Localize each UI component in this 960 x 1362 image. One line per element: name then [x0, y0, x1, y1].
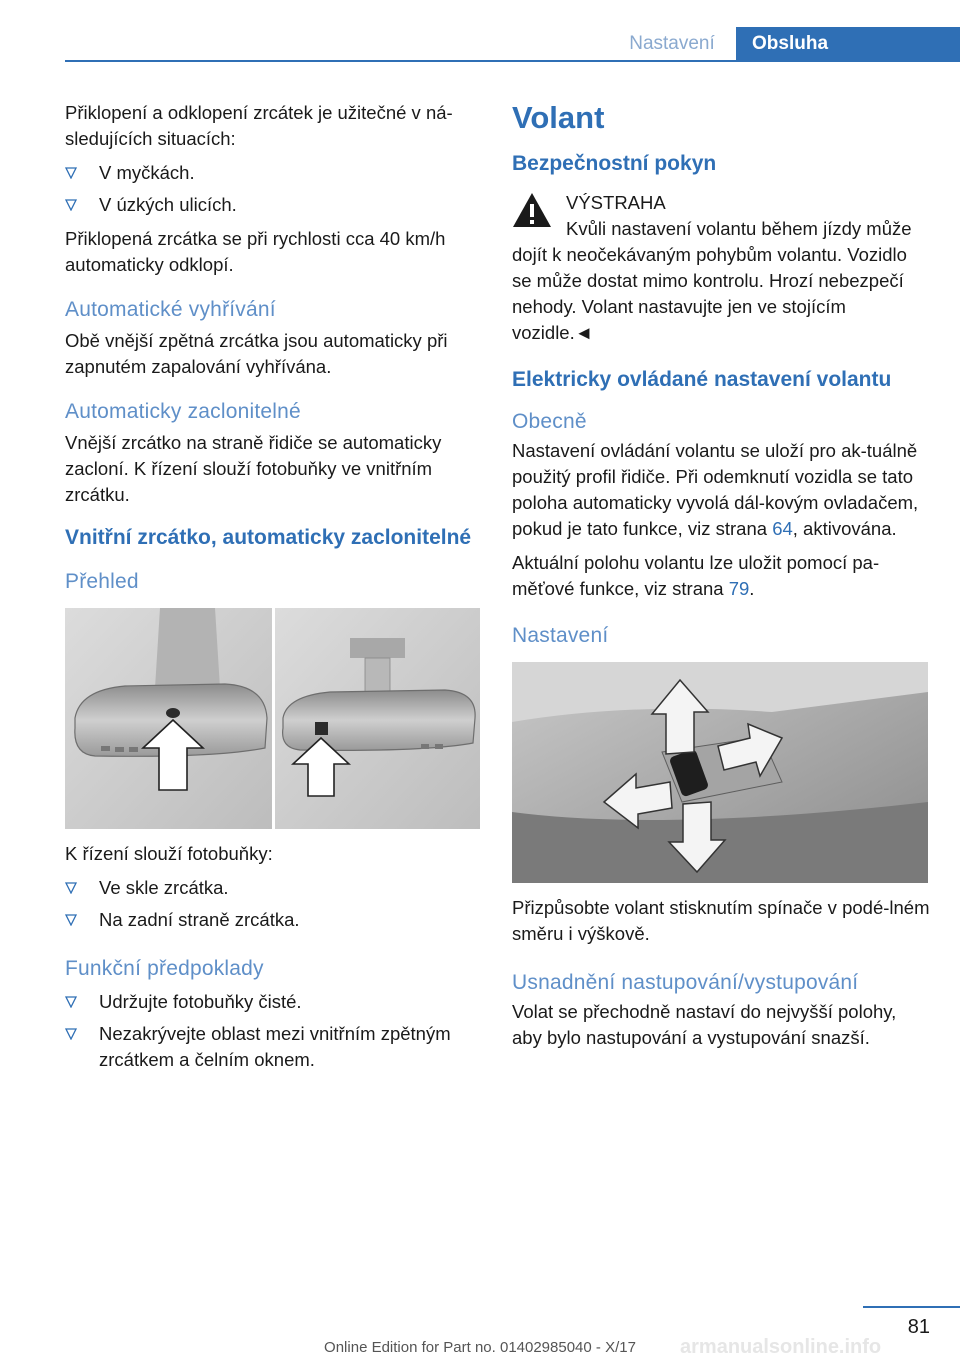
fold-situations-list [65, 160, 480, 218]
right-column [512, 100, 930, 1059]
photocell-list [65, 875, 480, 933]
current-text [512, 550, 930, 602]
general-text [512, 438, 930, 542]
section-tab-obsluha[interactable]: Obsluha [736, 27, 960, 61]
left-column [65, 100, 480, 1081]
general-text-a: Nastavení ovládání volantu se uloží pro ak‐tuálně použitý profil řidiče. Při odemknutí vozidla se tato poloha automaticky vyvolá dál‐kovým ovladačem, pokud je tato funkce, viz strana [512, 440, 919, 539]
heat-heading: Automatické vyhřívání [65, 298, 276, 321]
bullet-arrow-icon [65, 914, 77, 926]
adjust-heading: Nastavení [512, 624, 609, 647]
prereq-heading: Funkční předpoklady [65, 957, 264, 980]
watermark: armanualsonline.info [680, 1336, 882, 1358]
page-number: 81 [907, 1316, 930, 1338]
page-header [0, 0, 960, 62]
general-text-b: , aktivována. [792, 518, 897, 539]
warning-triangle-icon [512, 192, 552, 228]
adjust-text: Přizpůsobte volant stisknutím spínače v podé‐lném směru i výškově. [512, 897, 930, 944]
edition-line: Online Edition for Part no. 01402985040 - X/17 [324, 1339, 636, 1356]
mirror-photo [65, 608, 480, 829]
current-text-a: Aktuální polohu volantu lze uložit pomocí pa‐měťové funkce, viz strana [512, 552, 880, 599]
inner-mirror-heading: Vnitřní zrcátko, automaticky zaclonitelné [65, 526, 472, 549]
list-item-text: Na zadní straně zrcátka. [99, 909, 300, 930]
list-item [65, 160, 480, 186]
prereq-list [65, 989, 480, 1073]
page-ref-link[interactable]: 79 [728, 578, 750, 599]
warning-label: VÝSTRAHA [566, 192, 666, 213]
warning-block [512, 190, 930, 216]
dim-text: Vnější zrcátko na straně řidiče se automaticky zacloní. K řízení slouží fotobuňky ve vnitřním zrcátku. [65, 432, 442, 505]
entry-heading: Usnadnění nastupování/vystupování [512, 971, 859, 994]
list-item [65, 192, 480, 218]
electric-heading: Elektricky ovládané nastavení volantu [512, 368, 892, 391]
list-item-text: Udržujte fotobuňky čisté. [99, 991, 302, 1012]
header-rule [65, 60, 960, 62]
list-item-text: Nezakrývejte oblast mezi vnitřním zpětným zrcátkem a čelním oknem. [99, 1023, 451, 1070]
list-item-text: Ve skle zrcátka. [99, 877, 229, 898]
safety-heading: Bezpečnostní pokyn [512, 152, 717, 175]
list-item [65, 989, 480, 1015]
photocell-label: K řízení slouží fotobuňky: [65, 843, 273, 864]
fold-intro: Přiklopení a odklopení zrcátek je užitečné v ná‐sledujících situacích: [65, 102, 453, 149]
steering-switch-photo [512, 662, 928, 883]
dim-heading: Automaticky zaclonitelné [65, 400, 301, 423]
bullet-arrow-icon [65, 1028, 77, 1040]
bullet-arrow-icon [65, 199, 77, 211]
page-title: Volant [512, 100, 605, 135]
current-text-b: . [749, 578, 755, 599]
bullet-arrow-icon [65, 882, 77, 894]
footer-rule [863, 1306, 960, 1308]
list-item [65, 1021, 480, 1073]
warning-text: Kvůli nastavení volantu během jízdy může dojít k neočekávaným pohybům volantu. Vozidlo se může dostat mimo kontrolu. Hrozí nebezpečí nehody. Volant nastavujte jen ve stojícím vozidle.◄ [512, 218, 912, 343]
general-heading: Obecně [512, 410, 587, 433]
steering-adjust-figure [512, 662, 928, 883]
list-item [65, 875, 480, 901]
entry-text: Volat se přechodně nastaví do nejvyšší polohy, aby bylo nastupování a vystupování snazší. [512, 1001, 897, 1048]
bullet-arrow-icon [65, 167, 77, 179]
list-item-text: V myčkách. [99, 162, 195, 183]
section-tab-nastaveni[interactable]: Nastavení [629, 33, 715, 54]
list-item-text: V úzkých ulicích. [99, 194, 237, 215]
fold-note: Přiklopená zrcátka se při rychlosti cca 40 km/h automaticky odklopí. [65, 228, 446, 275]
mirror-figure [65, 608, 480, 829]
bullet-arrow-icon [65, 996, 77, 1008]
heat-text: Obě vnější zpětná zrcátka jsou automaticky při zapnutém zapalování vyhřívána. [65, 330, 448, 377]
overview-heading: Přehled [65, 570, 139, 593]
list-item [65, 907, 480, 933]
page-ref-link[interactable]: 64 [772, 518, 793, 539]
